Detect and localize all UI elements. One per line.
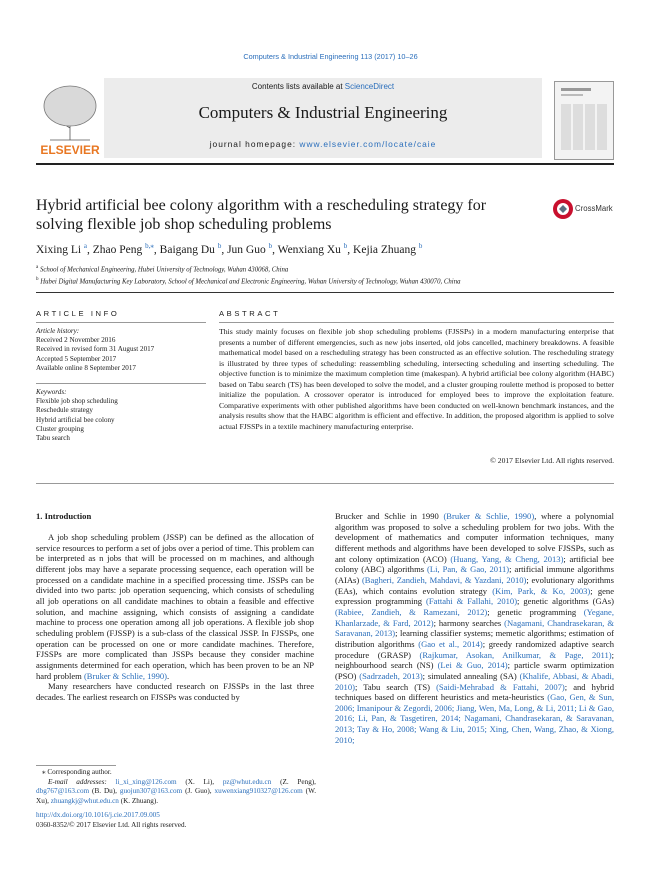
section-heading-introduction: 1. Introduction	[36, 511, 92, 521]
body-text-segment: ; neighbourhood search (NS)	[335, 649, 615, 671]
author-name: Xixing Li	[36, 243, 82, 256]
email-link[interactable]: li_xi_xing@126.com	[115, 777, 177, 786]
author-name: Jun Guo	[227, 243, 266, 256]
keyword-item: Tabu search	[36, 434, 70, 443]
citation-link[interactable]: (Sadrzadeh, 2013)	[359, 670, 423, 681]
doi-link[interactable]: http://dx.doi.org/10.1016/j.cie.2017.09.005	[36, 811, 160, 819]
affiliation-item	[36, 263, 616, 275]
affiliations	[36, 263, 616, 287]
body-text-segment: ; greedy randomized adaptive search procedure (GRASP)	[335, 638, 615, 660]
article-title-line2: solving flexible job shop scheduling problems	[36, 216, 332, 233]
citation-link[interactable]: (Bagheri, Zandieh, Mahdavi, & Yazdani, 2010)	[361, 574, 527, 585]
crossmark-icon	[552, 198, 574, 220]
homepage-link[interactable]: www.elsevier.com/locate/caie	[299, 139, 437, 149]
affiliation-marker: a	[36, 265, 39, 270]
keyword-item: Reschedule strategy	[36, 406, 93, 415]
body-text-segment: ; genetic algorithms (GAs)	[517, 596, 614, 607]
email-label: E-mail addresses:	[48, 777, 116, 786]
keyword-item: Flexible job shop scheduling	[36, 397, 118, 406]
author-affiliation-marker[interactable]: b	[343, 242, 348, 250]
abstract-heading: ABSTRACT	[219, 309, 281, 318]
history-rule	[36, 383, 206, 384]
corresponding-note: ⁎ Corresponding author.	[42, 768, 112, 776]
author-affiliation-marker[interactable]: b	[418, 242, 423, 250]
email-link[interactable]: dbg767@163.com	[36, 787, 90, 796]
affiliation-text: School of Mechanical Engineering, Hubei University of Technology, Wuhan 430068, China	[39, 266, 289, 274]
abstract-bottom-rule	[36, 483, 614, 484]
author-name: Zhao Peng	[92, 243, 143, 256]
abstract-copyright: © 2017 Elsevier Ltd. All rights reserved.	[490, 456, 614, 465]
intro-paragraph-2: Many researchers have conducted research on FJSSPs in the last three decades. The earliest research on FJSSPs was conducted by	[36, 681, 314, 702]
email-owner: (J. Guo),	[182, 787, 215, 796]
crossmark-label: CrossMark	[575, 204, 613, 213]
journal-citation[interactable]: Computers & Industrial Engineering 113 (2017) 10–26	[243, 52, 418, 61]
affiliation-item	[36, 275, 616, 287]
body-text-segment: ; artificial immune algorithms (AIAs)	[335, 564, 615, 585]
author-name: Kejia Zhuang	[353, 243, 416, 256]
body-text-segment: ; and hybrid techniques based on different heuristics and meta-heuristics	[335, 681, 614, 703]
email-owner: (B. Du),	[89, 787, 120, 796]
citation-link[interactable]: (Gao, Gen, & Sun, 2006; Imanipour & Zegordi, 2006; Jiang, Wen, Ma, Long, & Li, 2011; Li & Gao, 2016; Li, Pan, & Tasgetiren, 2014; Nagamani, Chandrasekaran, & Saravanan, 2013; Tay & Ho, 2008; Wang & Liu, 2015; Xing, Chen, Wang, Zhao, & Xiong, 2010;	[335, 692, 615, 745]
keyword-item: Cluster grouping	[36, 424, 84, 433]
citation-link[interactable]: (Kim, Park, & Ko, 2003)	[492, 585, 591, 596]
homepage-prefix: journal homepage:	[209, 139, 300, 149]
footnote-rule	[36, 765, 116, 766]
keywords-label: Keywords:	[36, 388, 67, 396]
email-owner: (X. Li),	[176, 777, 223, 786]
citation-link[interactable]: (Saidi-Mehrabad & Fattahi, 2007)	[436, 681, 565, 692]
elsevier-wordmark: ELSEVIER	[40, 143, 100, 157]
citation-link[interactable]: (Huang, Yang, & Cheng, 2013)	[450, 553, 564, 564]
body-text-segment: ; simulated annealing (SA)	[422, 670, 520, 681]
author-affiliation-marker[interactable]: b	[217, 242, 222, 250]
email-owner: (W. Xu),	[36, 787, 316, 805]
journal-header-box	[104, 78, 542, 158]
email-link[interactable]: zhuangkj@whut.edu.cn	[50, 796, 119, 805]
journal-cover-thumbnail	[554, 81, 614, 160]
affiliation-text: Hubei Digital Manufacturing Key Laboratory, School of Mechanical and Electronic Engineering, Wuhan University of Technology, Wuhan 430070, China	[40, 278, 461, 286]
body-text-segment: ; artificial bee colony (ABC) algorithms	[335, 553, 614, 575]
body-text-segment: ; genetic programming	[487, 606, 584, 617]
sciencedirect-link[interactable]: ScienceDirect	[344, 82, 395, 91]
citation-link[interactable]: (Rabiee, Zandieh, & Ramezani, 2012)	[335, 606, 488, 617]
body-text-segment: , where a polynomial algorithm was proposed to solve a scheduling problem for two jobs. With the development of mathematics and computer information techniques, many different methods and algorithms have been developed to solve FJSSPs, such as ant colony optimization (ACO)	[335, 511, 615, 564]
footnote	[36, 768, 316, 806]
abstract-rule	[219, 322, 614, 323]
email-link[interactable]: xuwenxiang910327@126.com	[214, 787, 303, 796]
history-item: Received 2 November 2016	[36, 336, 116, 345]
history-item: Received in revised form 31 August 2017	[36, 345, 155, 354]
author-list: Xixing Li $^a$, Zhao Peng $^{b,⁎}$, Baigang Du $^b$, Jun Guo $^b$, Wenxiang Xu $^b$, Kejia Zhuang $^b$	[36, 242, 423, 256]
body-text-segment: ; Tabu search (TS)	[354, 681, 437, 692]
keyword-item: Hybrid artificial bee colony	[36, 415, 115, 424]
body-text-segment: ; harmony searches	[433, 617, 505, 628]
crossmark-badge[interactable]	[552, 198, 618, 220]
body-text-segment: ; learning classifier systems; memetic algorithms; estimation of distribution algorithms	[335, 628, 614, 649]
intro-paragraph-continued	[335, 511, 614, 745]
citation-link[interactable]: (Gao et al., 2014)	[418, 638, 483, 649]
email-owner: (K. Zhuang).	[118, 796, 159, 805]
author-name: Baigang Du	[159, 243, 215, 256]
header-rule	[36, 163, 614, 165]
article-info-heading: ARTICLE INFO	[36, 309, 120, 318]
article-title	[36, 196, 556, 234]
elsevier-tree-logo	[36, 78, 104, 158]
email-link[interactable]: guojun307@163.com	[119, 787, 183, 796]
issn-line: 0360-8352/© 2017 Elsevier Ltd. All rights reserved.	[36, 821, 187, 829]
body-text-segment: ; gene expression programming	[335, 585, 614, 607]
history-label: Article history:	[36, 327, 80, 335]
citation-link[interactable]: (Bruker & Schlie, 1990)	[83, 670, 168, 681]
email-link[interactable]: pz@whut.edu.cn	[222, 777, 272, 786]
intro-paragraph-1: A job shop scheduling problem (JSSP) can be defined as the allocation of service resources to perform a set of jobs over a period of time. This problem can be interpreted as n jobs that will be processed on m machines, and although different jobs may have a separate processing sequence, each operation will be processed on a candidate machine in a specified processing time. JSSPs can be divided into two parts: job operation sequencing, which consists of scheduling all job operations on all candidate machines to obtain a feasible and effective solution, and machine assigning, which consists of assigning a candidate machine to process one operation among all job operations. A flexible job shop scheduling problem (FJSSP) is a sub-class of the classical JSSP. In FJSSPs, one operation can be processed on one or more candidate machines. Therefore, FJSSPs are more complicated than JSSPs because they consider machine assignments determined for each operation, which has been proven to be an NP hard problem (Bruker & Schlie, 1990).	[36, 532, 314, 681]
article-history	[36, 327, 206, 373]
body-text-segment: Brucker and Schlie in 1990	[335, 511, 444, 521]
author-name: Wenxiang Xu	[277, 243, 341, 256]
author-affiliation-marker[interactable]: a	[83, 242, 88, 250]
citation-link[interactable]: (Fattahi & Fallahi, 2010)	[426, 596, 518, 607]
body-text-segment: ; evolutionary algorithms (EAs), which contains evolution strategy	[335, 574, 615, 596]
article-title-line1: Hybrid artificial bee colony algorithm with a rescheduling strategy for	[36, 197, 487, 214]
introduction-left-column	[36, 532, 314, 703]
citation-link[interactable]: (Khalife, Abbasi, & Abadi, 2010)	[335, 670, 614, 692]
author-affiliation-marker[interactable]: b,⁎	[145, 242, 154, 250]
citation-link[interactable]: (Lei & Guo, 2014)	[437, 660, 508, 671]
author-affiliation-marker[interactable]: b	[268, 242, 273, 250]
history-item: Available online 8 September 2017	[36, 363, 136, 372]
citation-link[interactable]: (Bruker & Schlie, 1990)	[443, 511, 535, 521]
affiliation-rule	[36, 292, 614, 293]
citation-link[interactable]: (Nagamani, Chandrasekaran, & Saravanan, 2013)	[335, 617, 614, 639]
keywords-block	[36, 388, 206, 443]
introduction-right-column	[335, 511, 614, 745]
abstract-text: This study mainly focuses on flexible job shop scheduling problems (FJSSPs) in a modern manufacturing enterprise that presents a number of different emergencies, such as new jobs inserted, old jobs cancelled, machinery breakdowns. A feasible mathematical model based on a rescheduling strategy has been constructed as an effective solution. The rescheduling strategy is illustrated by three types of scheduling: reassembling scheduling, intersecting scheduling and inserting scheduling. The objective function is to minimize the maximum completion time (makespan). A hybrid artificial bee colony algorithm (HABC) based on Tabu search (TS) has been developed to solve the model, and a cluster grouping roulette method is proposed to better initialize the population. A crossover operator is introduced for employed bees to improve the exploitation feature. Comparative experiments with other published algorithms have been conducted on well-known benchmark instances, and the analysis results show that the HABC algorithm is efficient and effective. In addition, the proposed algorithm is applied to solve actual FJSSPs in a textile machinery manufacturing enterprise.	[219, 327, 614, 431]
citation-link[interactable]: (Li, Pan, & Gao, 2011)	[427, 564, 510, 575]
history-item: Accepted 5 September 2017	[36, 354, 117, 363]
article-info-rule	[36, 322, 206, 323]
citation-link[interactable]: (Yegane, Khanlarzade, & Fard, 2012)	[335, 606, 614, 628]
body-text-segment: ; particle swarm optimization (PSO)	[335, 660, 615, 681]
affiliation-marker: b	[36, 276, 39, 282]
journal-title: Computers & Industrial Engineering	[198, 103, 448, 122]
citation-link[interactable]: (Rajkumar, Asokan, Anilkumar, & Page, 2011)	[419, 649, 612, 660]
email-owner: (Z. Peng),	[271, 777, 316, 786]
contents-prefix: Contents lists available at	[251, 82, 345, 91]
